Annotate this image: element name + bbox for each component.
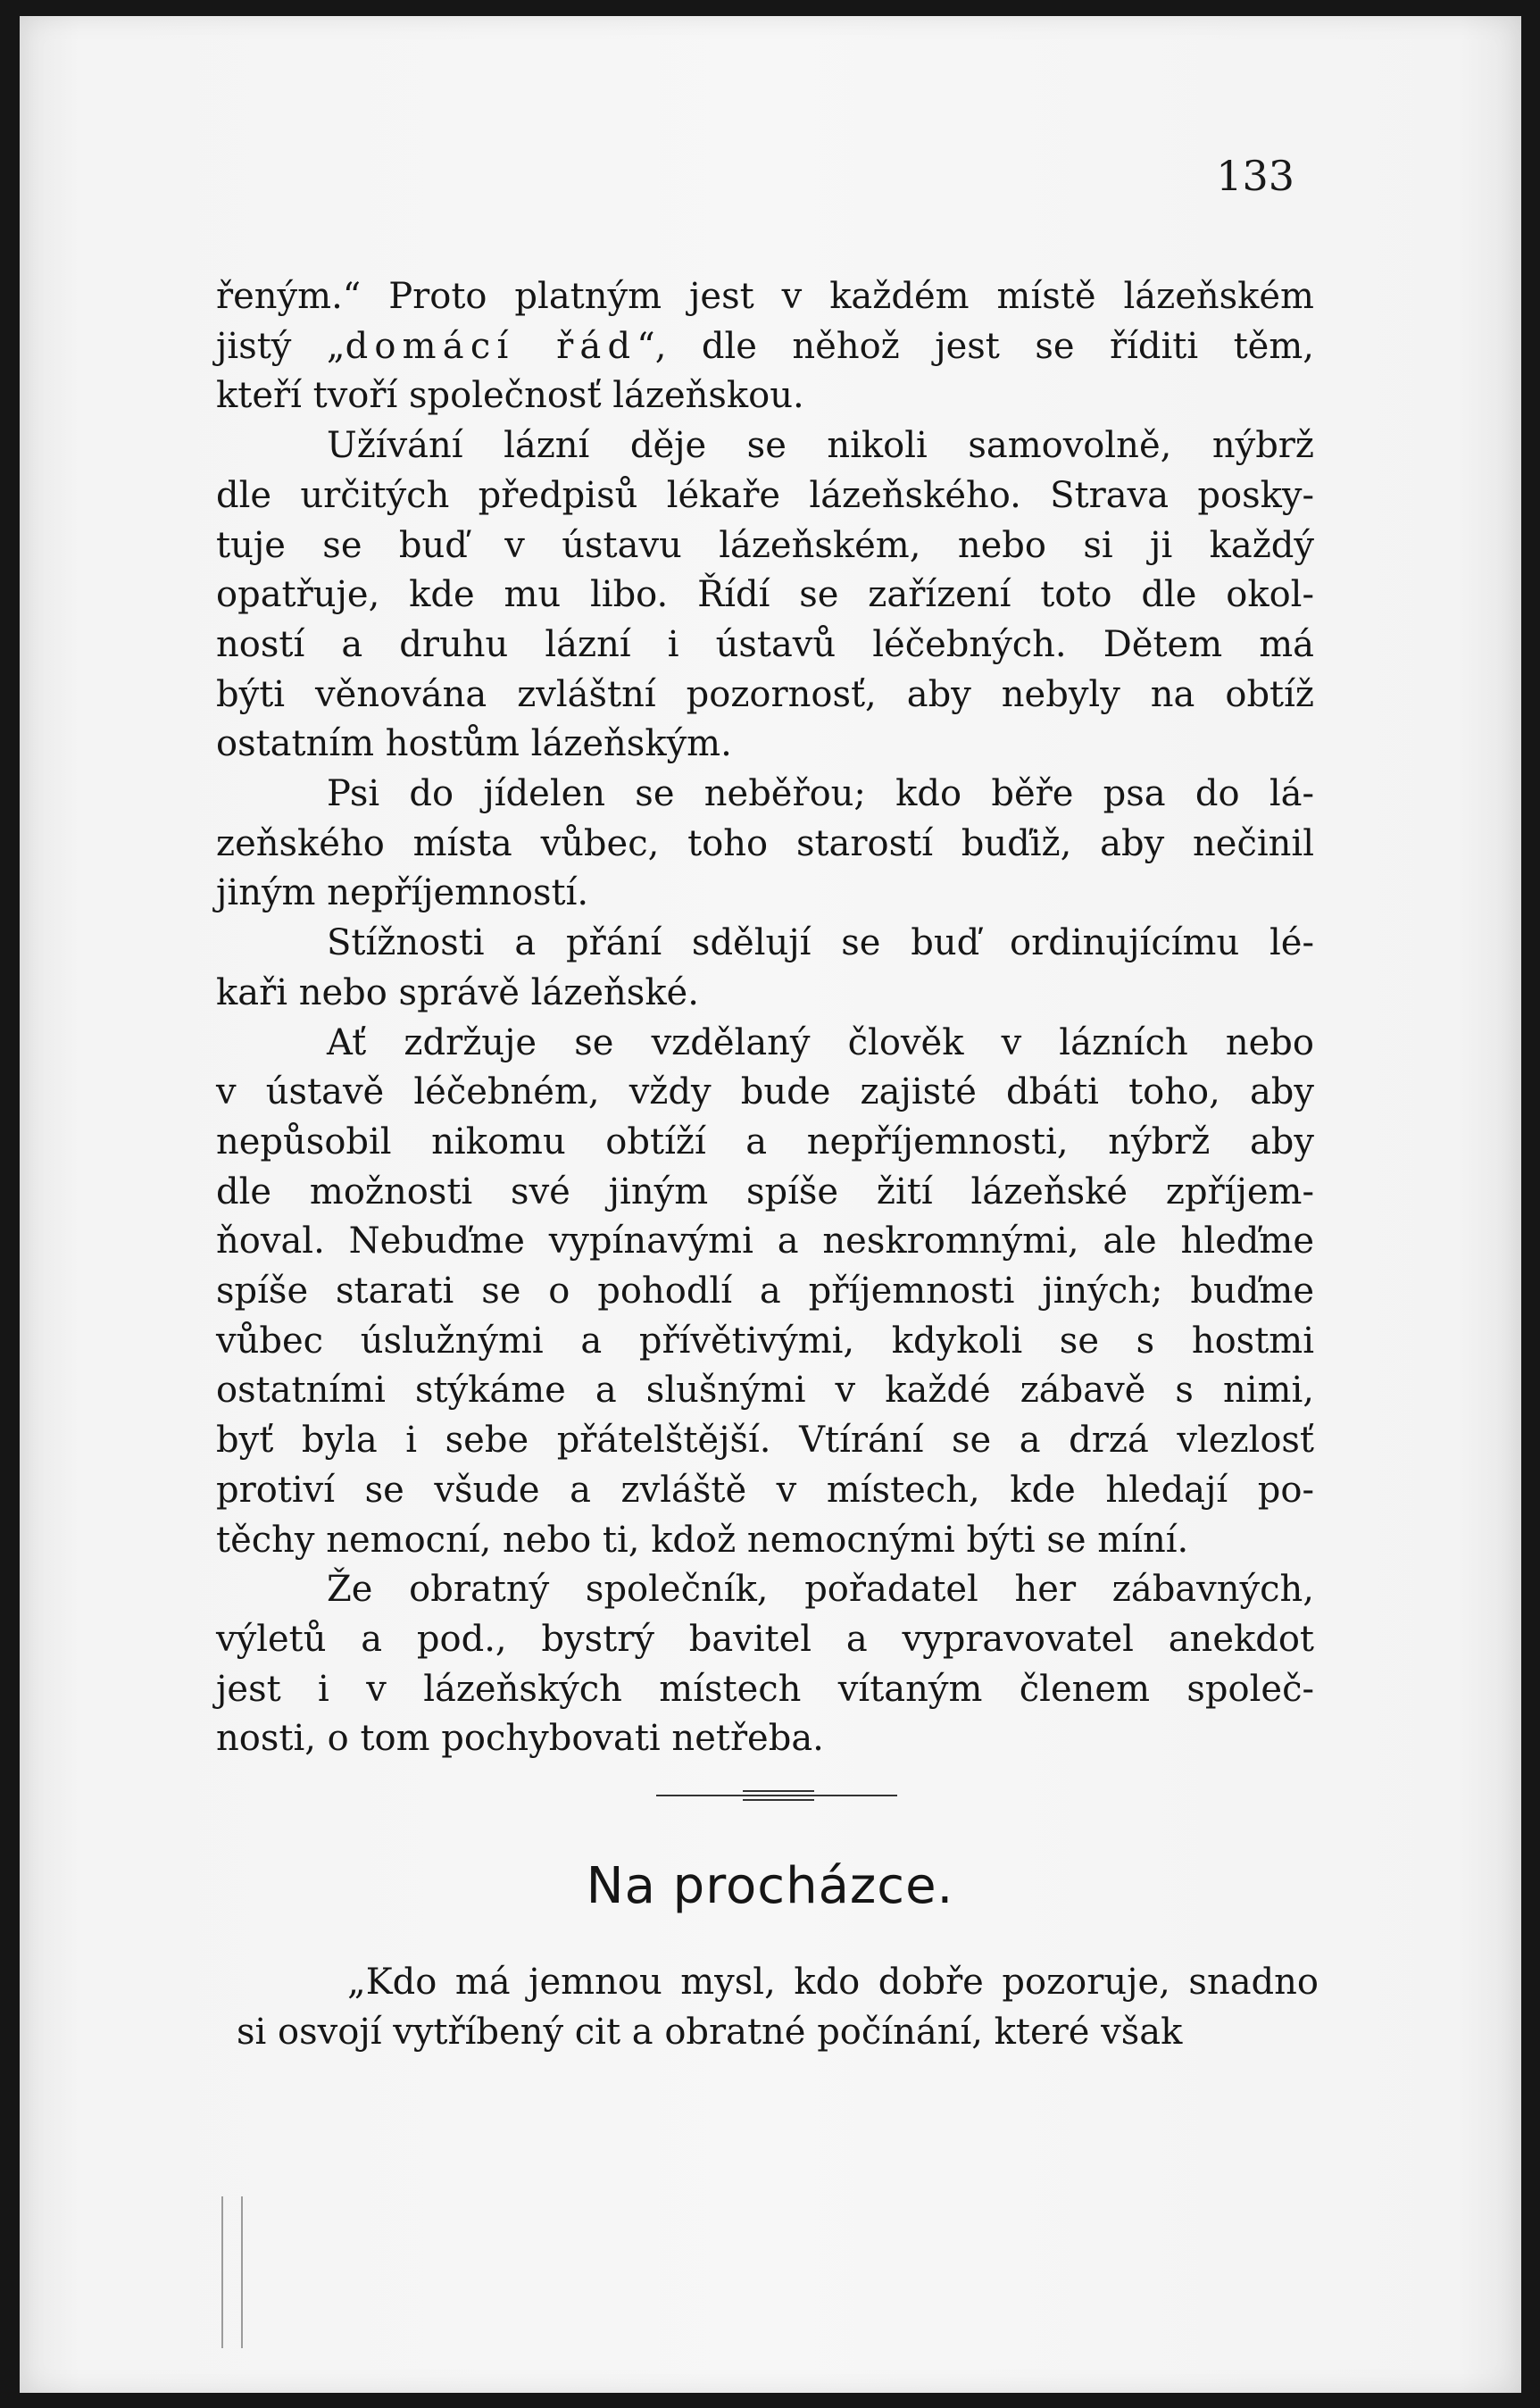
paragraph (216, 919, 1314, 1018)
text-line: protiví se všude a zvláště v místech, kde hledají po- (216, 1469, 1314, 1511)
text-line: býti věnována zvláštní pozornosť, aby nebyly na obtíž (216, 673, 1314, 715)
text-line: Ať zdržuje se vzdělaný člověk v lázních nebo (327, 1021, 1314, 1063)
text-line: kaři nebo správě lázeňské. (216, 971, 699, 1013)
text-line: ostatními stýkáme a slušnými v každé zábavě s nimi, (216, 1370, 1314, 1412)
text-line: vůbec úslužnými a přívětivými, kdykoli se s hostmi (216, 1320, 1314, 1362)
text-line: nepůsobil nikomu obtíží a nepříjemnosti, nýbrž aby (216, 1121, 1314, 1162)
text-line: dle určitých předpisů lékaře lázeňského. Strava posky- (216, 474, 1314, 516)
text-line: kteří tvoří společnosť lázeňskou. (216, 375, 804, 417)
text-line: jest i v lázeňských místech vítaným členem společ- (216, 1668, 1314, 1710)
margin-pencil-mark (221, 2196, 243, 2348)
text-line: si osvojí vytříbený cit a obratné počínání, které však (237, 2011, 1183, 2053)
paragraph (216, 770, 1314, 919)
section-heading: Na procházce. (586, 1857, 954, 1915)
paragraph (216, 1019, 1314, 1566)
text-line: jiným nepříjemností. (216, 872, 589, 914)
text-line: ňoval. Nebuďme vypínavými a neskromnými, ale hleďme (216, 1221, 1314, 1262)
text-line: dle možnosti své jiným spíše žití lázeňské zpříjem- (216, 1171, 1314, 1212)
paragraph (216, 1565, 1314, 1764)
text-line: řeným.“ Proto platným jest v každém místě lázeňském (216, 276, 1314, 317)
text-line: ostatním hostům lázeňským. (216, 723, 732, 765)
paragraph (216, 421, 1314, 770)
page-number: 133 (1216, 152, 1294, 200)
body-text-bottom (237, 1958, 1319, 2057)
paragraph (237, 1958, 1319, 2057)
text-line: Stížnosti a přání sdělují se buď ordinujícímu lé- (327, 922, 1314, 964)
text-line: spíše starati se o pohodlí a příjemnosti jiných; buďme (216, 1271, 1314, 1312)
text-line: výletů a pod., bystrý bavitel a vypravovatel anekdot (216, 1618, 1314, 1660)
text-line: jistý „domácí řád“, dle něhož jest se říditi těm, (216, 325, 1314, 367)
text-line: zeňského místa vůbec, toho starostí buďiž, aby nečinil (216, 822, 1314, 864)
text-line: nosti, o tom pochybovati netřeba. (216, 1718, 824, 1760)
section-separator-ornament (743, 1790, 814, 1801)
text-line: ností a druhu lázní i ústavů léčebných. Dětem má (216, 623, 1314, 665)
text-line: Že obratný společník, pořadatel her zábavných, (327, 1569, 1314, 1611)
text-line: Užívání lázní děje se nikoli samovolně, nýbrž (327, 425, 1314, 467)
text-line: těchy nemocní, nebo ti, kdož nemocnými býti se míní. (216, 1519, 1189, 1561)
body-text-top (216, 272, 1314, 1764)
text-line: „Kdo má jemnou mysl, kdo dobře pozoruje, snadno (347, 1962, 1319, 2003)
text-line: v ústavě léčebném, vždy bude zajisté dbáti toho, aby (216, 1071, 1314, 1113)
text-line: Psi do jídelen se neběřou; kdo běře psa do lá- (327, 773, 1314, 815)
text-line: opatřuje, kde mu libo. Řídí se zařízení toto dle okol- (216, 574, 1314, 616)
text-line: tuje se buď v ústavu lázeňském, nebo si ji každý (216, 524, 1314, 566)
text-line: byť byla i sebe přátelštější. Vtírání se a drzá vlezlosť (216, 1420, 1314, 1462)
paragraph (216, 272, 1314, 421)
